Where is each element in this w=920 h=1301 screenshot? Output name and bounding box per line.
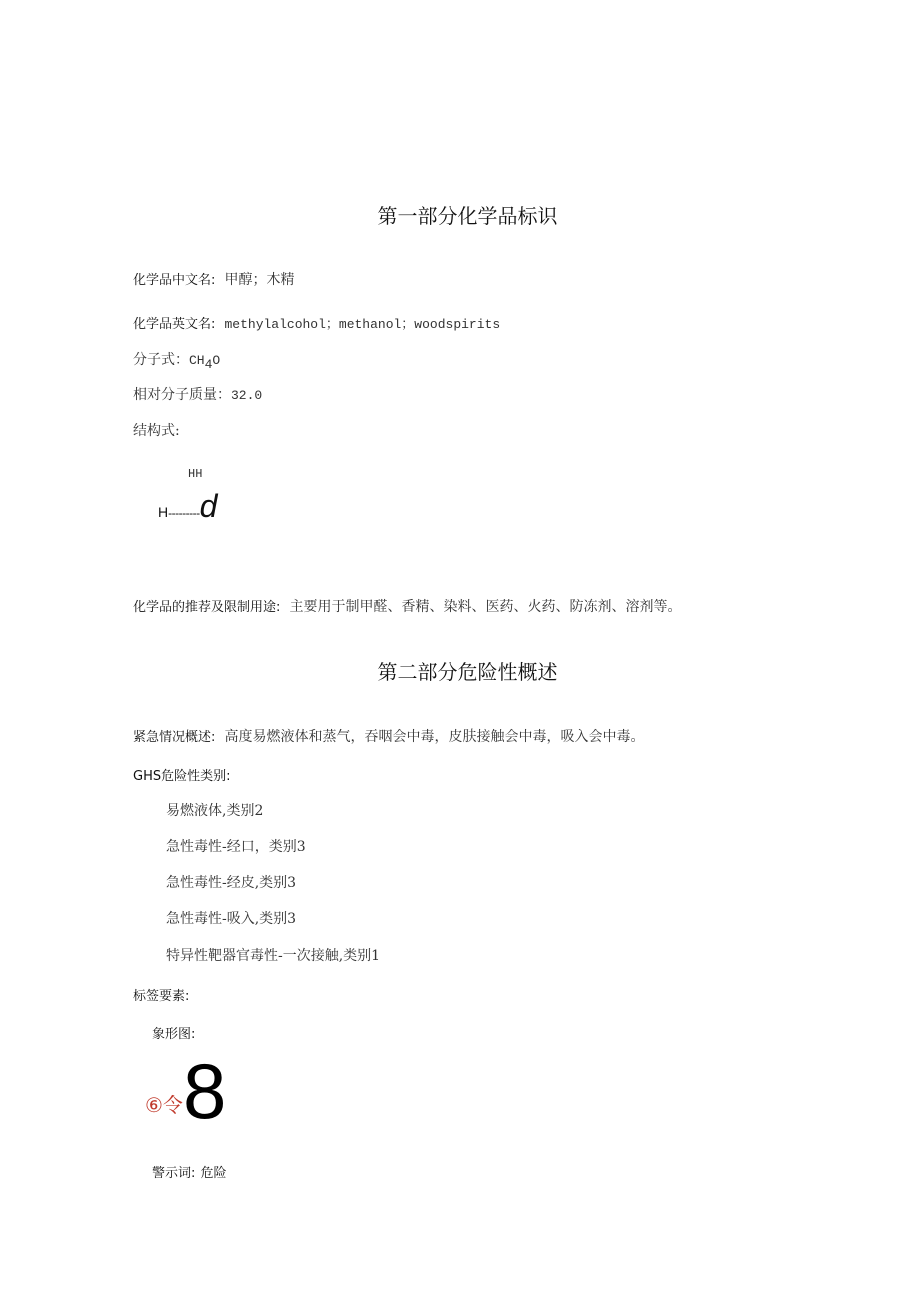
- mass-row: [133, 384, 262, 404]
- structure-label: 结构式:: [133, 423, 180, 439]
- pictogram-label: 象形图:: [152, 1027, 196, 1042]
- pictogram-row: [145, 1047, 227, 1135]
- formula-sub: 4: [204, 356, 213, 372]
- formula-label: 分子式：: [133, 352, 189, 368]
- part2-title: 第二部分危险性概述: [377, 660, 558, 684]
- en-name-label: 化学品英文名:: [133, 317, 216, 332]
- ghs-item: 急性毒性-经口，类别3: [166, 839, 306, 855]
- ghs-label: GHS危险性类别:: [133, 769, 231, 784]
- mass-value: 32.0: [231, 388, 263, 403]
- structure-formula: [158, 488, 217, 525]
- en-name-value: methylalcohol；methanol；woodspirits: [224, 317, 501, 332]
- cn-name-label: 化学品中文名:: [133, 273, 216, 288]
- pictogram-big-8: 8: [182, 1047, 227, 1135]
- ghs-item: 急性毒性-吸入,类别3: [166, 911, 297, 927]
- cn-name-row: [133, 269, 294, 289]
- use-row: [133, 596, 681, 616]
- pictogram-symbols-icon: ⑥令: [145, 1093, 183, 1117]
- ghs-item: 易燃液体,类别2: [166, 803, 264, 819]
- mass-label: 相对分子质量：: [133, 387, 231, 403]
- emergency-label: 紧急情况概述:: [133, 730, 216, 745]
- signal-row: [152, 1162, 227, 1181]
- ghs-item: 特异性靶器官毒性-一次接触,类别1: [166, 948, 381, 964]
- formula-row: [133, 349, 220, 372]
- use-value: 主要用于制甲醛、香精、染料、医药、火药、防冻剂、溶剂等。: [289, 599, 682, 615]
- label-elements: 标签要素:: [133, 989, 190, 1004]
- use-label: 化学品的推荐及限制用途:: [133, 600, 281, 615]
- formula-tail: O: [212, 353, 221, 368]
- structure-h: H: [158, 504, 169, 520]
- emergency-value: 高度易燃液体和蒸气，吞咽会中毒，皮肤接触会中毒，吸入会中毒。: [224, 729, 645, 745]
- formula-main: CH: [189, 353, 205, 368]
- structure-d: d: [199, 488, 218, 524]
- signal-label: 警示词:: [152, 1166, 196, 1181]
- en-name-row: [133, 313, 500, 332]
- structure-bond: ---------: [168, 506, 200, 520]
- part1-title: 第一部分化学品标识: [377, 204, 558, 228]
- signal-value: 危险: [200, 1166, 227, 1181]
- emergency-row: [133, 726, 644, 746]
- structure-top-h: HH: [188, 467, 203, 481]
- cn-name-value: 甲醇；木精: [224, 272, 295, 288]
- ghs-item: 急性毒性-经皮,类别3: [166, 875, 297, 891]
